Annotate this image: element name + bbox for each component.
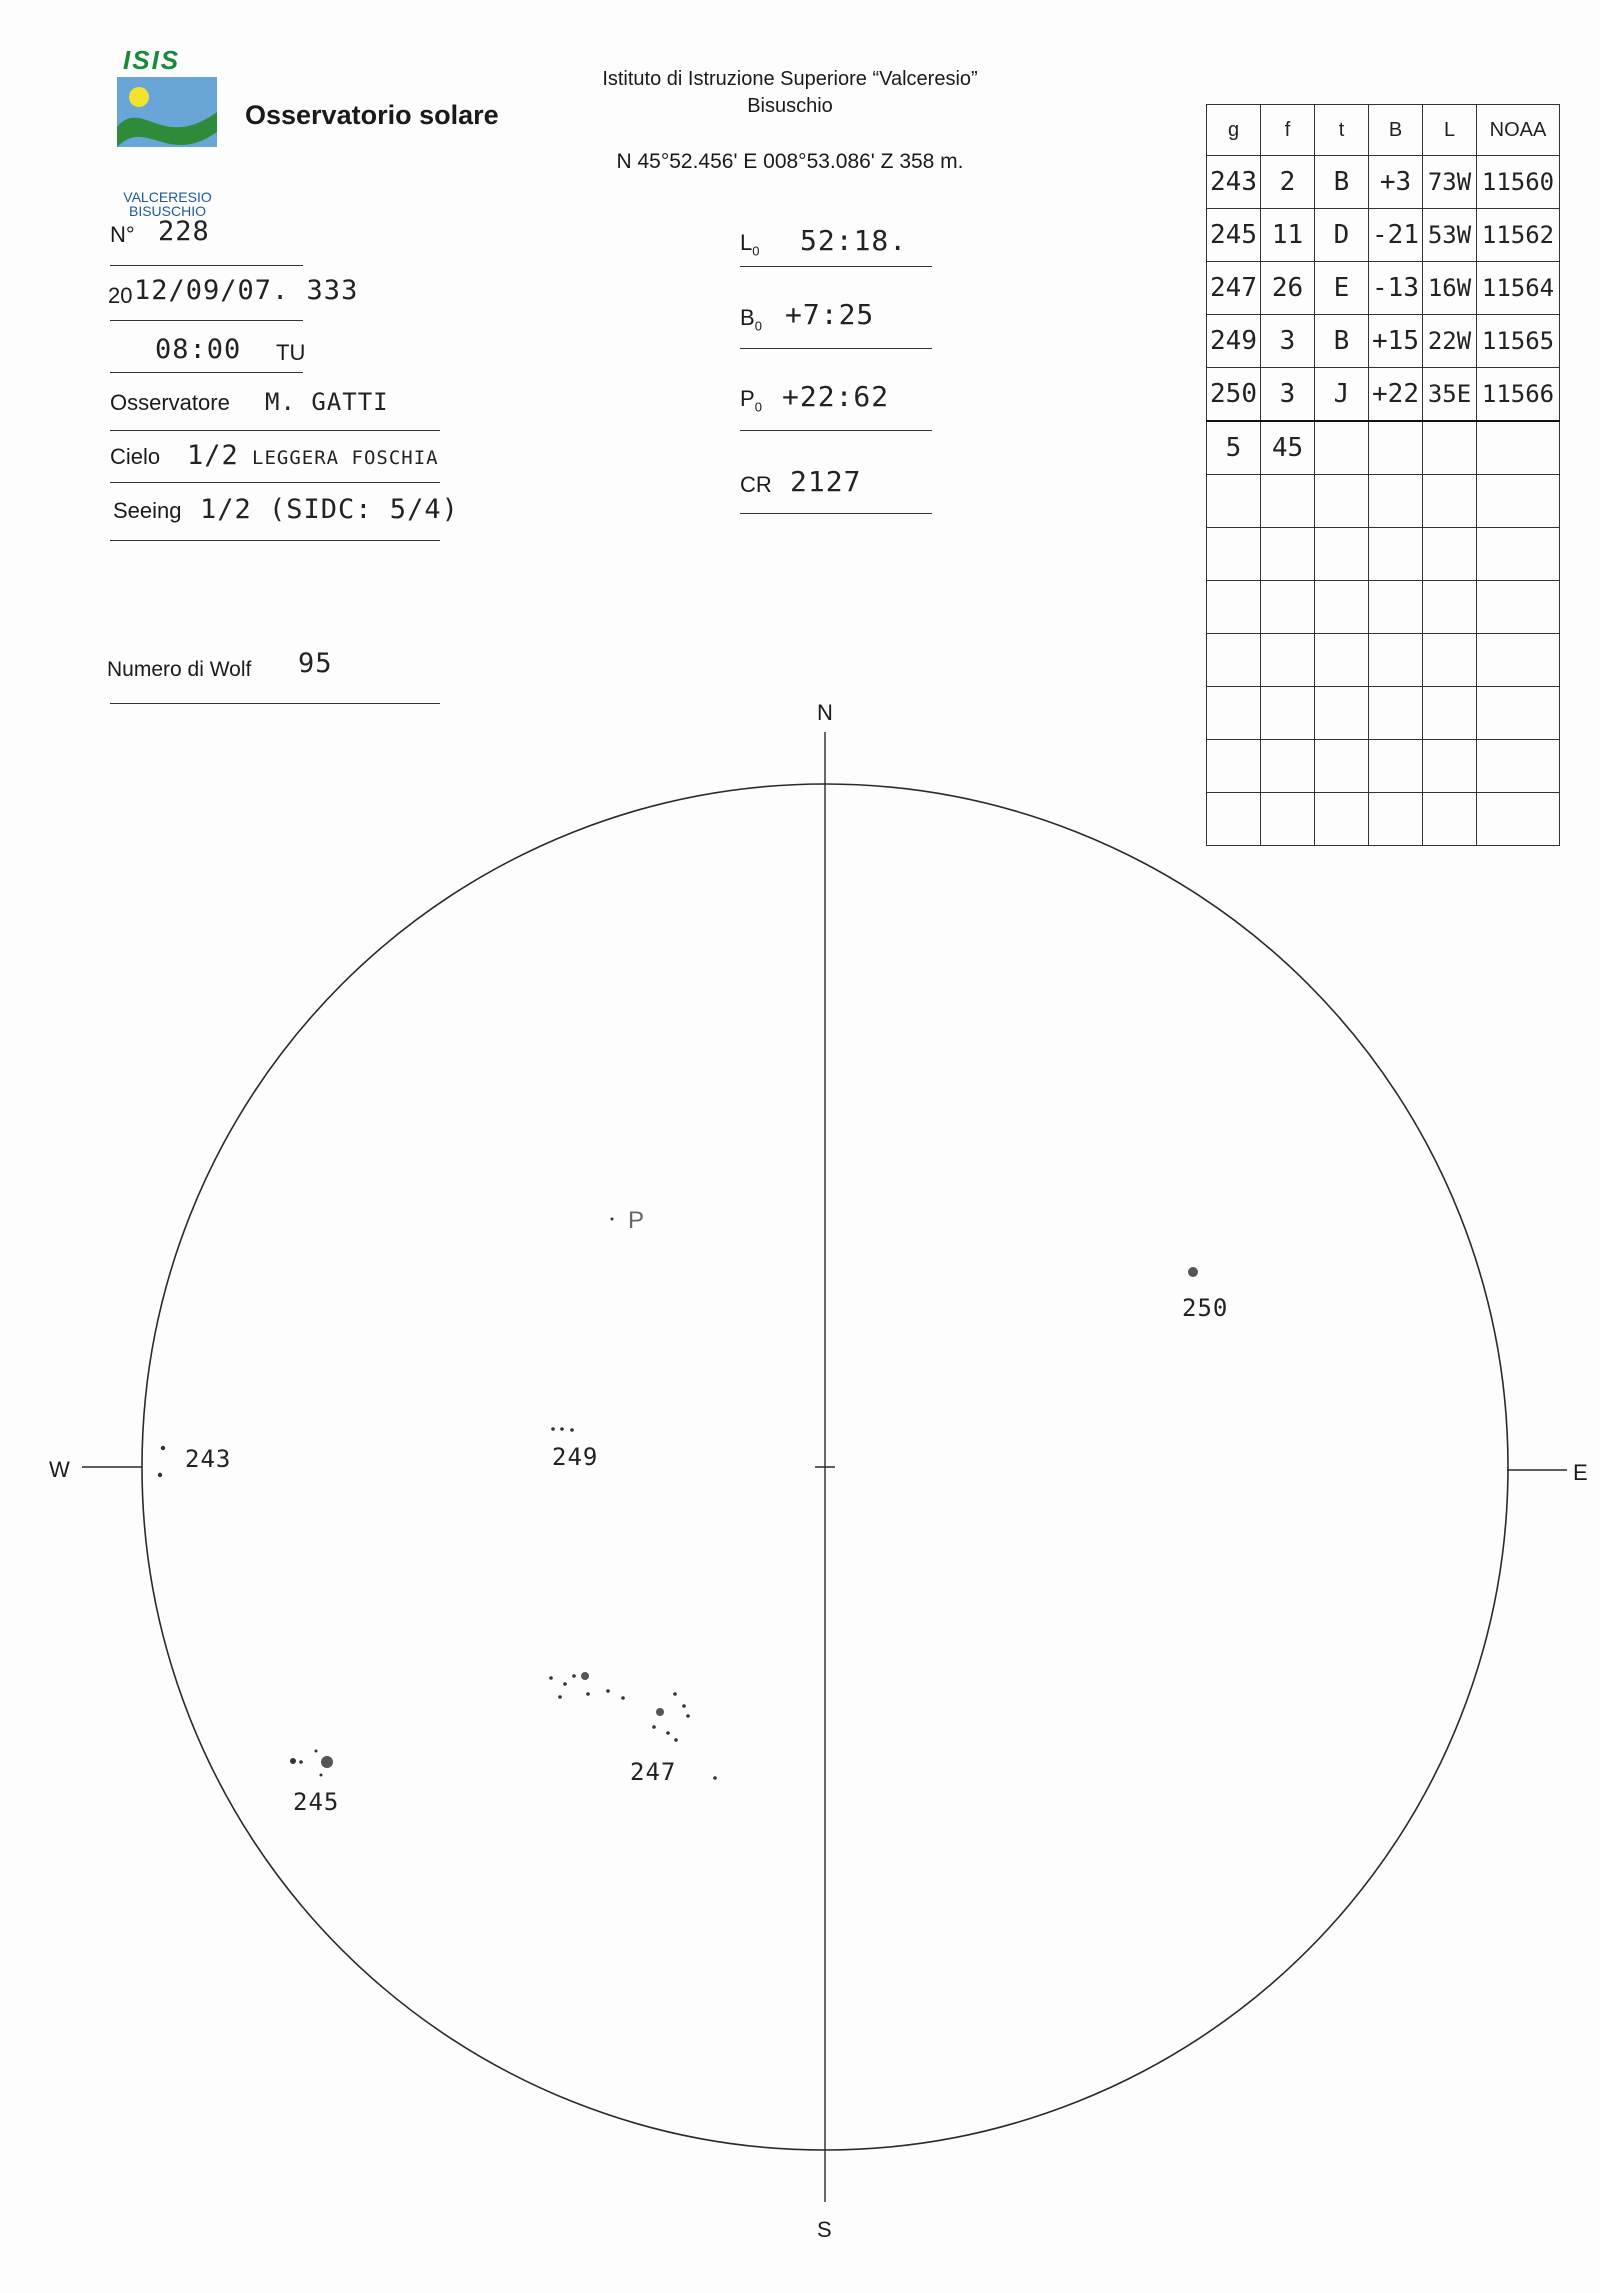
number-label: N° [110, 222, 135, 247]
number-value: 228 [158, 216, 210, 247]
cr-label: CR [740, 472, 772, 497]
pole-marker: P [628, 1207, 646, 1234]
table-cell: 247 [1207, 262, 1261, 315]
table-cell: 45 [1261, 421, 1315, 475]
date-prefix: 20 [108, 283, 133, 308]
b0-label: $B_0$ [740, 305, 762, 334]
table-cell: 5 [1207, 421, 1261, 475]
table-cell: 11 [1261, 209, 1315, 262]
observatory-coordinates: N 45°52.456' E 008°53.086' Z 358 m. [616, 150, 964, 173]
table-cell: 243 [1207, 156, 1261, 209]
table-cell: 26 [1261, 262, 1315, 315]
group-label-243: 243 [185, 1445, 232, 1473]
table-cell: -13 [1369, 262, 1423, 315]
col-l: L [1423, 105, 1477, 156]
seeing-value: 1/2 (SIDC: 5/4) [200, 494, 459, 525]
table-cell: 11565 [1477, 315, 1560, 368]
table-cell: +22 [1369, 368, 1423, 422]
table-cell: 3 [1261, 315, 1315, 368]
table-cell: 245 [1207, 209, 1261, 262]
institute-town: Bisuschio [747, 95, 833, 117]
table-cell: 16W [1423, 262, 1477, 315]
wolf-value: 95 [298, 648, 333, 679]
logo-line2: BISUSCHIO [128, 203, 206, 219]
logo-isis-text: ISIS [123, 45, 181, 75]
table-cell: D [1315, 209, 1369, 262]
col-f: f [1261, 105, 1315, 156]
table-cell: 22W [1423, 315, 1477, 368]
l0-label: $L_0$ [740, 230, 760, 259]
observatory-title: Osservatorio solare [245, 100, 499, 130]
l0-value: 52:18. [800, 224, 908, 257]
north-label: N [817, 700, 833, 725]
p0-value: +22:62 [782, 380, 890, 413]
table-cell: 35E [1423, 368, 1477, 422]
south-label: S [817, 2217, 832, 2242]
table-cell: 3 [1261, 368, 1315, 422]
table-cell: 11566 [1477, 368, 1560, 422]
wolf-label: Numero di Wolf [107, 658, 252, 681]
col-t: t [1315, 105, 1369, 156]
group-label-247: 247 [630, 1758, 677, 1786]
table-cell: -21 [1369, 209, 1423, 262]
table-cell: B [1315, 315, 1369, 368]
logo-line1: VALCERESIO [123, 189, 212, 205]
time-value: 08:00 [155, 334, 242, 365]
group-label-250: 250 [1182, 1294, 1229, 1322]
table-cell: 250 [1207, 368, 1261, 422]
east-label: E [1573, 1460, 1588, 1485]
table-cell: E [1315, 262, 1369, 315]
group-label-245: 245 [293, 1788, 340, 1816]
table-cell: +15 [1369, 315, 1423, 368]
col-noaa: NOAA [1477, 105, 1560, 156]
table-cell: 249 [1207, 315, 1261, 368]
table-cell: +3 [1369, 156, 1423, 209]
table-cell: J [1315, 368, 1369, 422]
table-cell: 11562 [1477, 209, 1560, 262]
table-cell: B [1315, 156, 1369, 209]
b0-value: +7:25 [785, 298, 875, 331]
sky-value: 1/2 [187, 440, 239, 471]
west-label: W [49, 1457, 70, 1482]
col-g: g [1207, 105, 1261, 156]
sky-note: LEGGERA FOSCHIA [252, 447, 439, 469]
observer-value: M. GATTI [265, 388, 389, 416]
p0-label: $P_0$ [740, 386, 762, 415]
sky-label: Cielo [110, 444, 161, 469]
seeing-label: Seeing [113, 498, 182, 523]
cr-value: 2127 [790, 465, 862, 498]
time-unit: TU [276, 340, 306, 365]
institute-name: Istituto di Istruzione Superiore “Valceresio” [602, 68, 978, 90]
sunspot-dots [158, 1218, 1198, 1780]
table-cell: 11560 [1477, 156, 1560, 209]
table-cell: 73W [1423, 156, 1477, 209]
group-label-249: 249 [552, 1443, 599, 1471]
table-cell: 2 [1261, 156, 1315, 209]
table-cell: 53W [1423, 209, 1477, 262]
observer-label: Osservatore [110, 390, 230, 415]
date-value: 12/09/07. 333 [134, 275, 359, 306]
col-b: B [1369, 105, 1423, 156]
table-cell: 11564 [1477, 262, 1560, 315]
